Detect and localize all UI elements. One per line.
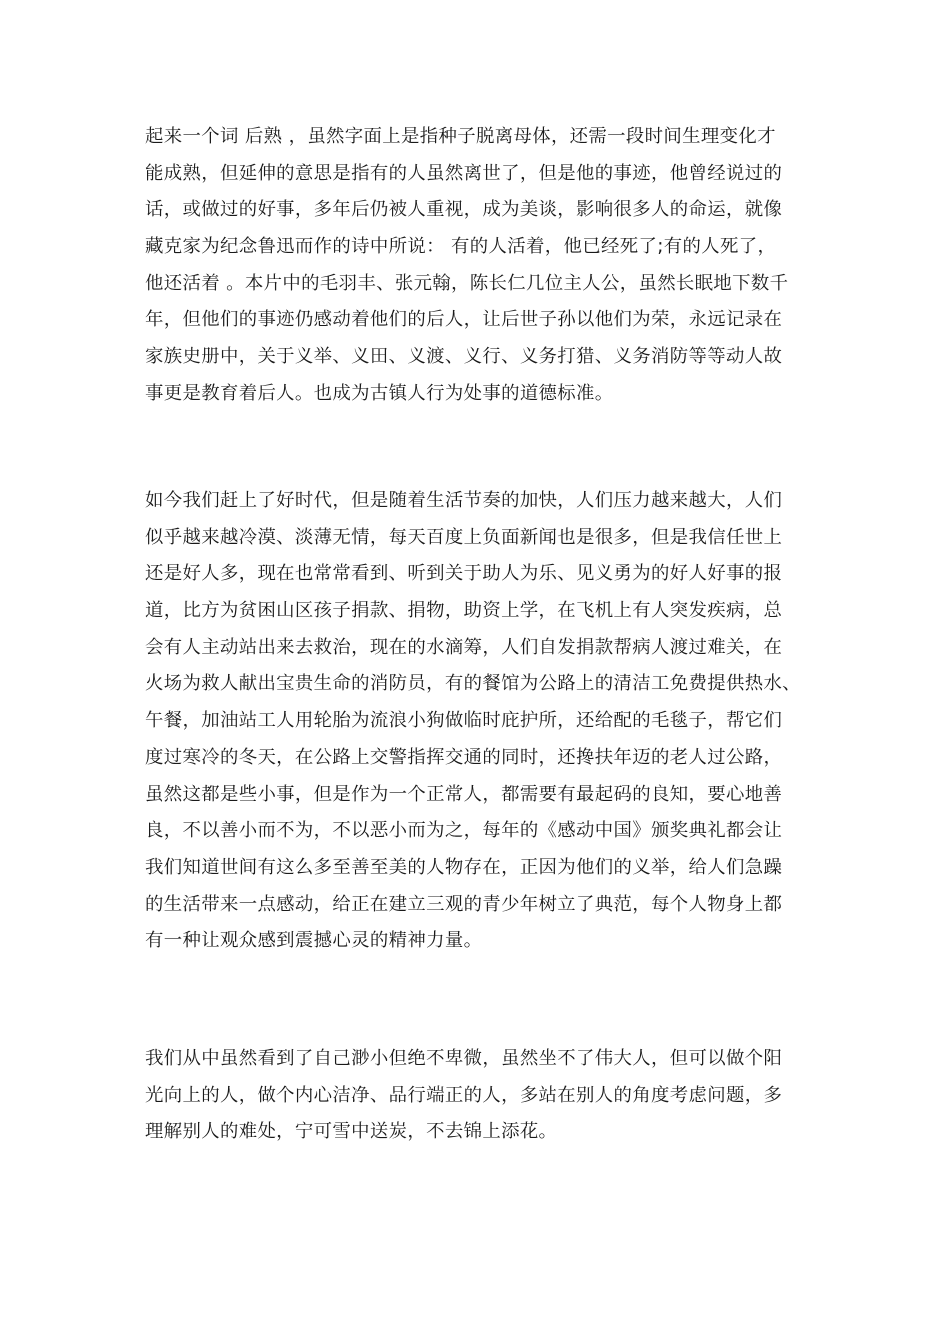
paragraph-3 — [145, 1041, 810, 1151]
text-line: 火场为救人献出宝贵生命的消防员，有的餐馆为公路上的清洁工免费提供热水、 — [145, 673, 801, 695]
text-line: 年，但他们的事迹仍感动着他们的后人，让后世子孙以他们为荣，永远记录在 — [145, 309, 783, 331]
text-line: 他还活着 。本片中的毛羽丰、张元翰，陈长仁几位主人公，虽然长眠地下数千 — [145, 272, 789, 294]
text-line: 道，比方为贫困山区孩子捐款、捐物，助资上学，在飞机上有人突发疾病，总 — [145, 600, 783, 622]
text-line: 还是好人多，现在也常常看到、听到关于助人为乐、见义勇为的好人好事的报 — [145, 563, 783, 585]
text-line: 起来一个词 后熟 ，虽然字面上是指种子脱离母体，还需一段时间生理变化才 — [145, 126, 776, 147]
text-line: 有一种让观众感到震撼心灵的精神力量。 — [145, 930, 483, 952]
text-line: 的生活带来一点感动，给正在建立三观的青少年树立了典范，每个人物身上都 — [145, 893, 783, 915]
paragraph-1 — [145, 119, 810, 413]
text-line: 我们从中虽然看到了自己渺小但绝不卑微，虽然坐不了伟大人，但可以做个阳 — [145, 1048, 783, 1069]
text-line: 理解别人的难处，宁可雪中送炭，不去锦上添花。 — [145, 1121, 558, 1143]
text-line: 午餐，加油站工人用轮胎为流浪小狗做临时庇护所，还给配的毛毯子，帮它们 — [145, 710, 783, 732]
paragraph-2 — [145, 483, 810, 960]
text-line: 度过寒冷的冬天，在公路上交警指挥交通的同时，还搀扶年迈的老人过公路， — [145, 746, 783, 768]
text-line: 虽然这都是些小事，但是作为一个正常人，都需要有最起码的良知，要心地善 — [145, 783, 783, 805]
text-line: 似乎越来越冷漠、淡薄无情，每天百度上负面新闻也是很多，但是我信任世上 — [145, 526, 783, 548]
text-line: 能成熟，但延伸的意思是指有的人虽然离世了，但是他的事迹，他曾经说过的 — [145, 162, 783, 184]
text-line: 话，或做过的好事，多年后仍被人重视，成为美谈，影响很多人的命运，就像 — [145, 199, 783, 221]
text-line: 如今我们赶上了好时代，但是随着生活节奏的加快，人们压力越来越大，人们 — [145, 490, 783, 511]
text-line: 我们知道世间有这么多至善至美的人物存在，正因为他们的义举，给人们急躁 — [145, 856, 783, 878]
text-line: 良，不以善小而不为，不以恶小而为之，每年的《感动中国》颁奖典礼都会让 — [145, 820, 783, 842]
text-line: 光向上的人，做个内心洁净、品行端正的人，多站在别人的角度考虑问题，多 — [145, 1084, 783, 1106]
text-line: 家族史册中，关于义举、义田、义渡、义行、义务打猎、义务消防等等动人故 — [145, 346, 783, 368]
text-line: 藏克家为纪念鲁迅而作的诗中所说： 有的人活着，他已经死了;有的人死了， — [145, 236, 777, 258]
text-line: 会有人主动站出来去救治，现在的水滴筹，人们自发捐款帮病人渡过难关，在 — [145, 636, 783, 658]
text-line: 事更是教育着后人。也成为古镇人行为处事的道德标准。 — [145, 382, 614, 404]
